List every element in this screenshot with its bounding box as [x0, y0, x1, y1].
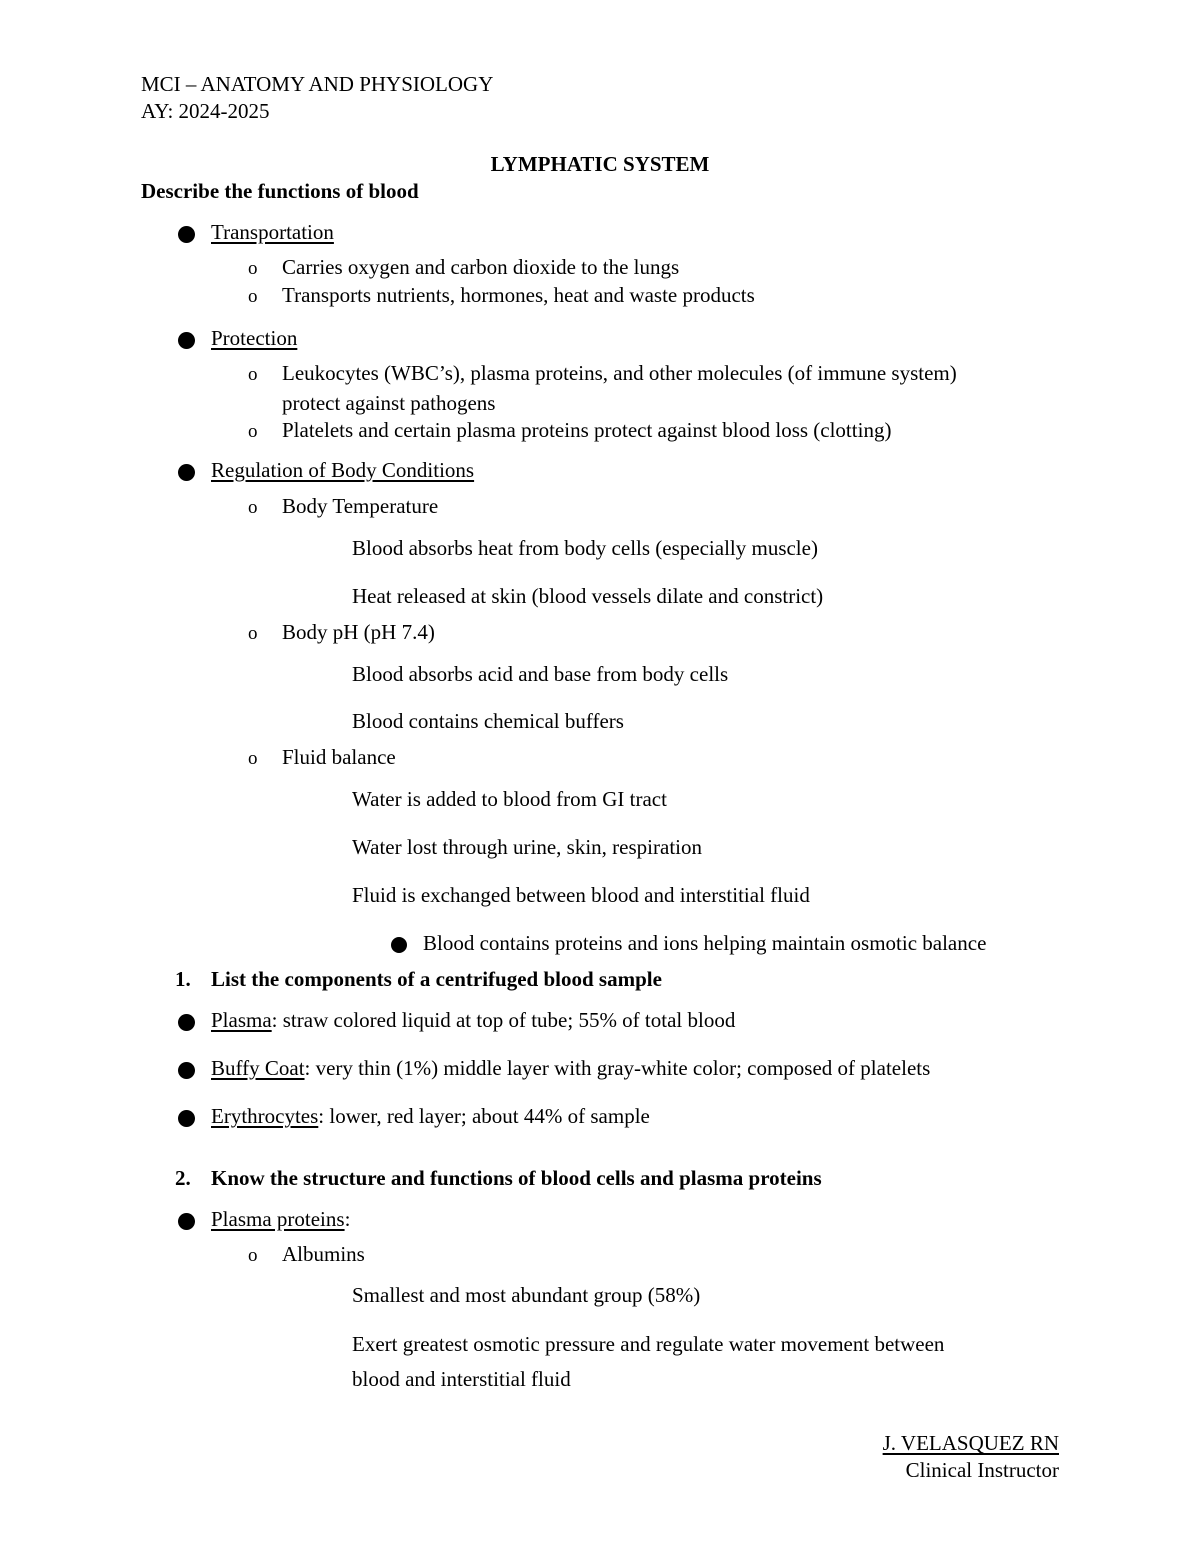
body-ph-label: Body pH (pH 7.4)	[282, 620, 435, 644]
bullet-icon	[178, 332, 195, 349]
section1-heading: List the components of a centrifuged blood sample	[211, 967, 662, 991]
sub-bullet-icon: o	[248, 364, 258, 385]
sub-bullet-icon: o	[248, 1245, 258, 1266]
bullet-icon	[178, 464, 195, 481]
note-line: Fluid is exchanged between blood and interstitial fluid	[352, 883, 810, 907]
section-number: 2.	[175, 1166, 191, 1190]
note-line: Blood absorbs acid and base from body cells	[352, 662, 729, 686]
note-line: Blood absorbs heat from body cells (especially muscle)	[352, 536, 818, 560]
protection-label: Protection	[211, 326, 298, 350]
component-description: : very thin (1%) middle layer with gray-white color; composed of platelets	[304, 1056, 931, 1080]
list-item: Carries oxygen and carbon dioxide to the lungs	[282, 255, 680, 279]
albumins-label: Albumins	[282, 1242, 365, 1266]
plasma-proteins-item: Plasma proteins:	[211, 1207, 351, 1231]
component-term: Erythrocytes	[211, 1104, 319, 1128]
sub-bullet-icon: o	[248, 258, 258, 279]
bullet-icon	[178, 1062, 195, 1079]
component-item	[211, 1106, 650, 1127]
note-line: Smallest and most abundant group (58%)	[352, 1283, 701, 1307]
plasma-proteins-label: Plasma proteins	[211, 1207, 345, 1231]
list-item: Transports nutrients, hormones, heat and waste products	[282, 283, 755, 307]
sub-bullet-icon: o	[248, 748, 258, 769]
note-line: Water lost through urine, skin, respiration	[352, 835, 702, 859]
note-line: Water is added to blood from GI tract	[352, 787, 667, 811]
list-item: Leukocytes (WBC’s), plasma proteins, and other molecules (of immune system)	[282, 361, 957, 385]
sub-bullet-icon: o	[248, 421, 258, 442]
list-item-continued: protect against pathogens	[282, 391, 496, 415]
sub-bullet-icon: o	[248, 623, 258, 644]
academic-year: AY: 2024-2025	[141, 99, 270, 123]
instructor-name: J. VELASQUEZ RN	[882, 1431, 1059, 1455]
functions-heading: Describe the functions of blood	[141, 179, 419, 203]
note-line: Blood contains chemical buffers	[352, 709, 624, 733]
note-line: Exert greatest osmotic pressure and regulate water movement between	[352, 1332, 945, 1356]
bullet-icon	[178, 226, 195, 243]
section-number: 1.	[175, 967, 191, 991]
sub-bullet-icon: o	[248, 497, 258, 518]
bullet-icon	[178, 1014, 195, 1031]
bullet-icon	[178, 1110, 195, 1127]
page-title: LYMPHATIC SYSTEM	[490, 152, 710, 176]
course-title: MCI – ANATOMY AND PHYSIOLOGY	[141, 72, 494, 96]
regulation-label: Regulation of Body Conditions	[211, 458, 475, 482]
body-temperature-label: Body Temperature	[282, 494, 439, 518]
component-term: Plasma	[211, 1008, 272, 1032]
fluid-balance-label: Fluid balance	[282, 745, 396, 769]
fluid-bullet-text: Blood contains proteins and ions helping maintain osmotic balance	[423, 931, 987, 955]
component-term: Buffy Coat	[211, 1056, 305, 1080]
component-description: : lower, red layer; about 44% of sample	[318, 1104, 650, 1128]
bullet-icon	[178, 1213, 195, 1230]
bullet-icon	[391, 937, 407, 953]
note-line: Heat released at skin (blood vessels dilate and constrict)	[352, 584, 824, 608]
component-item	[211, 1058, 930, 1079]
list-item: Platelets and certain plasma proteins protect against blood loss (clotting)	[282, 418, 892, 442]
sub-bullet-icon: o	[248, 286, 258, 307]
section2-heading: Know the structure and functions of blood cells and plasma proteins	[211, 1166, 822, 1190]
transportation-label: Transportation	[211, 220, 334, 244]
component-description: : straw colored liquid at top of tube; 55% of total blood	[271, 1008, 736, 1032]
note-line: blood and interstitial fluid	[352, 1367, 571, 1391]
component-item	[211, 1010, 735, 1031]
instructor-role: Clinical Instructor	[905, 1458, 1059, 1482]
